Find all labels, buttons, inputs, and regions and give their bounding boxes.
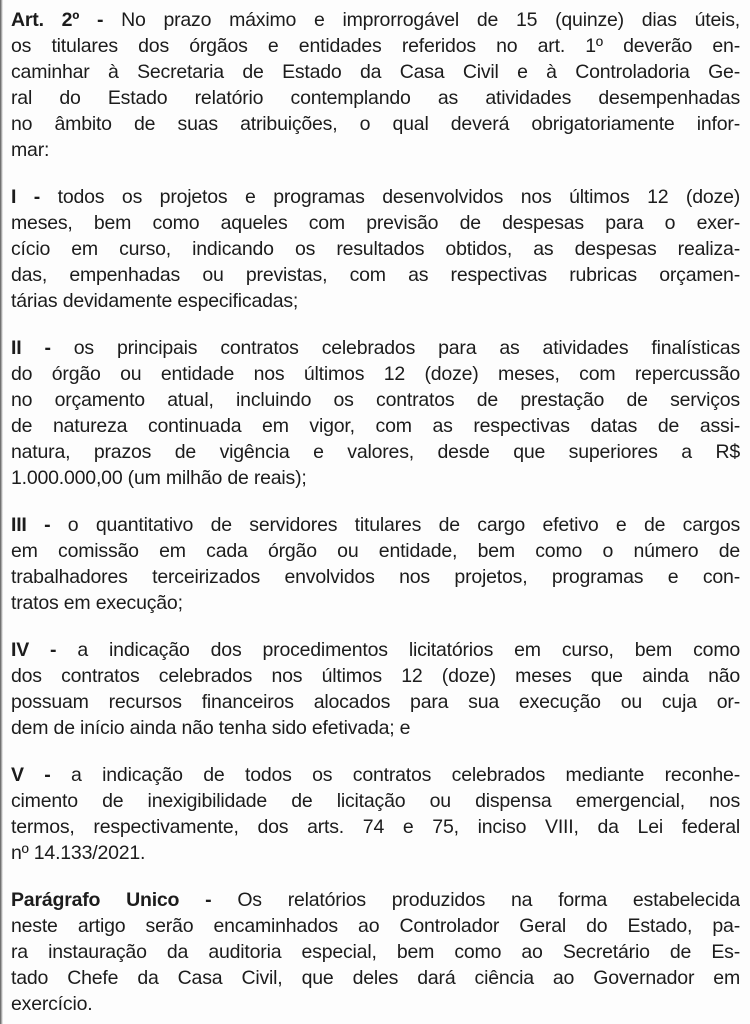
text-line bbox=[11, 184, 740, 210]
text-line: das, empenhadas ou previstas, com as respectivas rubricas orçamen- bbox=[11, 264, 740, 286]
paragraph-lead-label: I - bbox=[11, 186, 41, 208]
paragraph-text: os principais contratos celebrados para as atividades finalísticas bbox=[73, 337, 740, 359]
text-line: em comissão em cada órgão ou entidade, bem como o número de bbox=[11, 540, 740, 562]
text-line: exercício. bbox=[11, 993, 93, 1015]
paragraph-lead-label: Art. 2º - bbox=[11, 9, 104, 31]
text-line: nº 14.133/2021. bbox=[11, 842, 146, 864]
text-line: trabalhadores terceirizados envolvidos nos projetos, programas e con- bbox=[11, 566, 740, 588]
paragraph-text: a indicação de todos os contratos celebrados mediante reconhe- bbox=[71, 764, 740, 786]
text-line: no orçamento atual, incluindo os contratos de prestação de serviços bbox=[11, 389, 740, 411]
paragraph-text: Os relatórios produzidos na forma estabelecida bbox=[237, 889, 740, 911]
text-line: dos contratos celebrados nos últimos 12 (doze) meses que ainda não bbox=[11, 665, 740, 687]
paragraph bbox=[11, 637, 740, 741]
text-line: meses, bem como aqueles com previsão de despesas para o exer- bbox=[11, 212, 740, 234]
text-line: mar: bbox=[11, 139, 50, 161]
paragraph bbox=[11, 762, 740, 866]
scan-edge-artifact bbox=[0, 0, 3, 1024]
text-line: termos, respectivamente, dos arts. 74 e 75, inciso VIII, da Lei federal bbox=[11, 816, 740, 838]
text-line: no âmbito de suas atribuições, o qual deverá obrigatoriamente infor- bbox=[11, 113, 740, 135]
paragraph-lead-label: V - bbox=[11, 764, 51, 786]
text-line: do órgão ou entidade nos últimos 12 (doze) meses, com repercussão bbox=[11, 363, 740, 385]
text-line: tado Chefe da Casa Civil, que deles dará ciência ao Governador em bbox=[11, 967, 740, 989]
document-content bbox=[11, 7, 740, 1024]
text-line bbox=[11, 887, 740, 913]
text-line: cício em curso, indicando os resultados obtidos, as despesas realiza- bbox=[11, 238, 740, 260]
text-line bbox=[11, 335, 740, 361]
text-line: possuam recursos financeiros alocados para sua execução ou cuja or- bbox=[11, 691, 740, 713]
paragraph-text: a indicação dos procedimentos licitatórios em curso, bem como bbox=[77, 639, 740, 661]
text-line: natura, prazos de vigência e valores, desde que superiores a R$ bbox=[11, 441, 740, 463]
paragraph bbox=[11, 887, 740, 1017]
paragraph-lead-label: IV - bbox=[11, 639, 57, 661]
text-line: neste artigo serão encaminhados ao Controlador Geral do Estado, pa- bbox=[11, 915, 740, 937]
paragraph-text: todos os projetos e programas desenvolvidos nos últimos 12 (doze) bbox=[57, 186, 740, 208]
text-line: de natureza continuada em vigor, com as respectivas datas de assi- bbox=[11, 415, 740, 437]
text-line: ral do Estado relatório contemplando as atividades desempenhadas bbox=[11, 87, 740, 109]
text-line bbox=[11, 7, 740, 33]
text-line: tratos em execução; bbox=[11, 592, 183, 614]
text-line: ra instauração da auditoria especial, bem como ao Secretário de Es- bbox=[11, 941, 740, 963]
text-line: 1.000.000,00 (um milhão de reais); bbox=[11, 467, 307, 489]
text-line bbox=[11, 637, 740, 663]
text-line: dem de início ainda não tenha sido efetivada; e bbox=[11, 717, 411, 739]
text-line bbox=[11, 512, 740, 538]
text-line bbox=[11, 762, 740, 788]
paragraph bbox=[11, 335, 740, 491]
text-line: caminhar à Secretaria de Estado da Casa Civil e à Controladoria Ge- bbox=[11, 61, 740, 83]
paragraph-text: No prazo máximo e improrrogável de 15 (quinze) dias úteis, bbox=[121, 9, 740, 31]
paragraph bbox=[11, 7, 740, 163]
paragraph-lead-label: Parágrafo Unico - bbox=[11, 889, 212, 911]
text-line: os titulares dos órgãos e entidades referidos no art. 1º deverão en- bbox=[11, 35, 740, 57]
paragraph-lead-label: II - bbox=[11, 337, 51, 359]
paragraph-lead-label: III - bbox=[11, 514, 51, 536]
paragraph bbox=[11, 512, 740, 616]
paragraph bbox=[11, 184, 740, 314]
text-line: cimento de inexigibilidade de licitação ou dispensa emergencial, nos bbox=[11, 790, 740, 812]
paragraph-text: o quantitativo de servidores titulares de cargo efetivo e de cargos bbox=[67, 514, 740, 536]
text-line: tárias devidamente especificadas; bbox=[11, 290, 299, 312]
